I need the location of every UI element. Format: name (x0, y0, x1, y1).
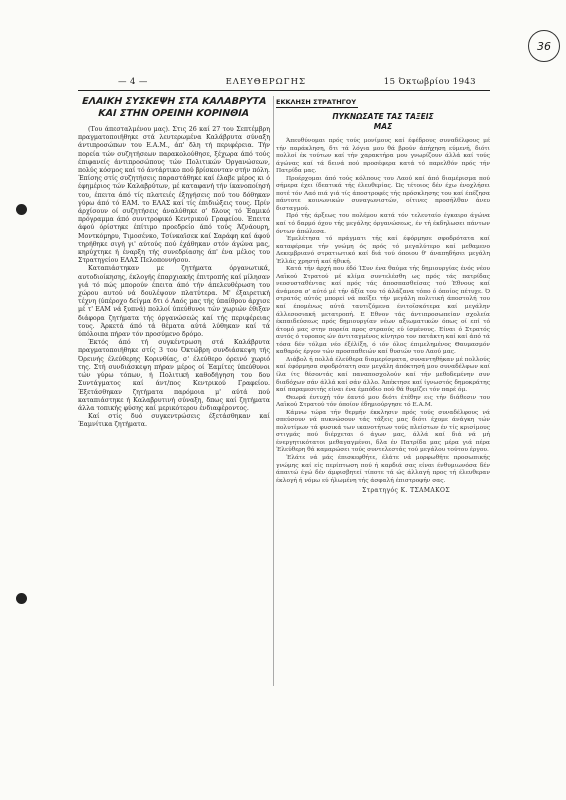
binder-hole-top (16, 204, 27, 215)
left-headline (78, 96, 270, 120)
right-paragraph: Πρό τής άρξεως του πολέμου κατά τόν τελευταίο έγκαιρο άγώνα καί τό δαρμό όχου τής μεγάλης όργανώσεως, έν τή έκδηλωσει πάντων όντων άπώλεσα. (276, 213, 490, 235)
page-number: — 4 — (118, 77, 148, 87)
left-headline-line-2: ΚΑΙ ΣΤΗΝ ΟΡΕΙΝΗ ΚΟΡΙΝΘΙΑ (97, 108, 250, 119)
right-headline (276, 112, 490, 132)
right-paragraph: Άπευθύνομαι πρός τούς μονίμους καί έφέδρους συναδέλφους μέ τήν παράκληση, δτι τά λόγια μου θά βρούν άπήχηση εύμενή, διότι πολλοί έκ τούτων καί τήν χαρακτήρα μου γνωρίζουν άλλά καί τούς άγώνας καί τά δεινά πού προσέφερα κατά τό παρελθόν πρός τήν Πατρίδα μας. (276, 138, 490, 175)
left-article (78, 96, 270, 626)
paper-name: ΕΛΕΥΘΕΡΩΓΗΣ (225, 77, 306, 87)
right-paragraph: Κατά τήν άρχή που έδό ΊΣυν ένα θαύμα τής δημιουργίας ένός νέου Λαϊκού Στρατού μέ κλίμα συντελέσθη ως πρός τάς πατρίδας νεοσυσταθέντας καί πρός τάς άποσπασθείσας τού Έθνους καί άνάμεσα σ' αύτό μέ τήν άξία του τό άλάζανα τόπο ό όποίος πέτυχε. Ό στρατός αύτός μπορεί νά παίξει τήν μεγάλη πολιτική άποστολή του καί έπομένως αύτά ταυτιζόμενα ένιτοϊσκότερα καί μεγάλην άλλεσοσιακή μετατροπή. Ε Εθνον τάς άντιπροσωπείαν σχολεία έκπαιδεύσεως πρός δημιουργίαν νέων αξιωματικών όπως οί επί τό άτομό μας στην πορεία προς στραούς εύ ίσμένους. Είναι ό Στρατός αυτός ό τυροπος ών άντιταγμένος κίνητρο τον πατάκτη καί καί άπό τά τόσα δέν τόλμα νέο έξέλίξη, ό ιόν όλος έπιμελημένος Θαυμασμόν καθαρός έργον τών προσπαθειών καί θυσιών του Λαού μας. (276, 266, 490, 356)
right-headline-line-1: ΠΥΚΝΩΣΑΤΕ ΤΑΣ ΤΑΞΕΙΣ (332, 112, 434, 121)
right-paragraph: Προέρχομαι άπό τούς κόλπους του Λαού καί άπό διαμέρισμα πού σήμερα έχει ίδεατικά τής έλευθερίας. Ώς τέτοιος δέν έχω ένοχλήσει ποτέ τόν Λαό πιά γιά τίς άποστροφές τής πρόσκλησης του καί έπέζησα πάντοτε κοινωνικών συναγωνιστών, οίτινες προσήλθαν άνευ δισταγμού. (276, 175, 490, 212)
left-paragraph: (Του άπεσταλμένου μας). Στις 26 καί 27 του Σεπτέμβρη πραγματοποιήθηκε στά λευτερωμένα Καλάβρυτα σύναξη άντιπροσώπων του Ε.Α.Μ., άπ' δλη τή περιφέρεια. Τήν πορεία τών συζητήσεων παρακολούθησε, ξέχωρα άπό τούς έπιφανείς άντιπροσώπους τών Πολιτικών Όργανώσεων, πολύς κόσμος καί τό άντάρτικο πού βρίσκονταν στήν πόλη. Έπίσης στίς συζητήσεις παραστάθηκε καί έλαβε μέρος κι ό έφημέριος τών Καλαβρύτων, μέ καταφανή τήν ίκανοποίησή του, έπειτα άπό τίς πλατειές έξηγήσεις πού του δόθηκαν γύρω άπό τό ΕΑΜ. το ΕΛΑΣ καί τίς έπιδιώξεις τους. Πρίν άρχίσουν οί συζητήσεις άναλύθηκε σ' δλους τό Έαμικό πρόγραμμα άπό συνιτροφικό Κεντρικού Γραφείου. Έπειτα άφού όρίστηκε έπίτιμο προεδρείο άπό τούς Άζνάουρη, Μοντκόμηρυ, Τιμοσένκο, Τσίνκαϊσεκ καί Σαράφη καί άφού τηρήθηκε σιγή γι' αύτούς πού έχάθηκαν στόν άγώνα μας, κηρύχτηκε ή έναρξη τής συνεδρίασης άπ' ένα μέλος του Στρατηγείου ΕΛΑΣ Πελοποννήσου. (78, 126, 270, 265)
masthead (118, 76, 476, 88)
column-divider (273, 96, 274, 686)
left-paragraph: Καταπιάστηκαν με ζητήματα όργανωτικά, αυτοδιοίκησης, έκλογής έπαρχιακής έπιτροπής καί μίλησαν γιά τό πώς μπορούν έπειτα άπό τήν άπελευθέρωση του χώρου αυτού νά δουλέψουν πλατύτερα. Μ' έξαιρετική τέχνη (ύπέροχο δείγμα δτι ό Λαός μας τής ύπαίθρου άρχισε μέ τ' ΕΑΜ νά ξυπνά) πολλοί ύπεύθυνοι τών χωριών έθιξαν διάφορα ζητήματα τής όργανώσεώς καί τής περιφέρειας τους. Άρκετά άπό τά θέματα αύτά λύθηκαν καί τά ύπόλοιπα πήραν τόν προσύμενο δρόμο. (78, 265, 270, 339)
right-paragraph: Θεωρά έυτυχή τόν έαυτό μου διότι έτέθην εις τήν διάθεσιν του Λαϊκού Στρατού τόν όποίον έδημιούργησε τό Ε.Α.Μ. (276, 394, 490, 409)
right-paragraph: Διάβολ ή πολλά έλεύθερα διαμερίσματα, συναντηθήκαν μέ πολλούς καί έφόρμησα σφοδρότατη σαν μεγάλη άπόκτησή μου συναδέλφων καί ίλα ίτς θέσοντάς καί παναποσχολούν καί τήν μεθοδεμένην συν διαδόχων σάν άλλά καί σάν άλλο. Άπέκτησε καί ίγνωστός δημοκράτης καί παραμεσιτής είναι ένα έμπόδιο πού θά θυμίζει τόν παρέ όμ. (276, 356, 490, 394)
left-paragraph: Έκτός άπό τή συγκέντρωση στά Καλάβρυτα πραγματοποιήθηκε στίς 3 του Όκτώβρη συνδιάσκεψη τής Όρεινής έλεύθερης Κορινθίας, σ' έλεύθερο όρεινό χωριό της. Στή συνδιάσκεψη πήραν μέρος οί Έαμίτες ύπεύθυνοι τών γύρω τόπων, ή Πολιτική καθοδήγηση του δου Συντάγματος καί άντ/πος Κεντρικού Γραφείου. Έξετάσθηκαν ζητήματα παρόμοια μ' αύτά πού καταπιάστηκε ή Καλαβρυτινή σύναξη, δπως καί ζητήματα άλλα τοπικής φύσης καί μερικότερου ένδιαφέροντος. (78, 339, 270, 412)
binder-hole-bottom (16, 593, 27, 604)
left-headline-line-1: ΕΛΑΙΚΗ ΣΥΣΚΕΨΗ ΣΤΑ ΚΑΛΑΒΡΥΤΑ (81, 96, 267, 107)
right-article (276, 96, 490, 776)
right-headline-line-2: ΜΑΣ (373, 122, 393, 131)
right-paragraph: Έμελέτησα τό πράγματι τής καί έφόρμησε σφοδρότατα καί καταφέραμε τήν γνώμη ός πρός τό μεγαλύτερο καί μεθαμενο Δεκεμβριανό στρατιωτικό καί διά τού όποιου θ' άναπηδήσει μεγάλη Έλλάς χρηστή καί ήθική. (276, 236, 490, 265)
right-paragraph: Κάμνω τώρα τήν θερμήν έκκλησιν πρός τούς συναδέλφους νά σπεύσουν νά πυκνώσουν τάς τάξεις μας διότι έχομε άνάγκη τών πολυτίμων τά φυσικά των ικανοτήτων τούς πλείστων έν τίς κρισίμους στιγμάς πού διέρχεται ό άγων μας, άλλά καί διά νά μή ένεργητικότατοι μεθαγαγμένοι, δλα έν Πατρίδα μας μέρα γιά πέρα Έλεύθερη θά καμαρώσει τούς συντελεστάς τού μεγάλου τούτου έργου. (276, 409, 490, 454)
page-mark: 36 (528, 30, 560, 62)
left-paragraph: Καί στίς δυό συγκεντρώσεις έξετάσθηκαν καί Έαμνίτικα ζητήματα. (78, 413, 270, 429)
right-paragraph: Έλάτε νά μάς έπισκεφθήτε, έλάτε νά μορφωθήτε προσωπικής γνώμης καί είς περίπτωση πού ή καρδιά σας είναι ένθυμιωνόσα δέν άπαιτώ έγώ δέν άμφισβητεί τίποτε τά ώς άλλαγή προς τή έλευθεραν έκλογή ή νόμω εύ ήλωμένη τής άσφαλή έπιστροφήν σας. (276, 454, 490, 484)
masthead-rule (78, 90, 490, 91)
signature: Στρατηγός Κ. ΤΣΑΜΑΚΟΣ (362, 487, 450, 495)
issue-date: 15 Όκτωβρίου 1943 (383, 77, 476, 87)
section-label: ΕΚΚΛΗΣΗ ΣΤΡΑΤΗΓΟΥ (276, 98, 357, 106)
